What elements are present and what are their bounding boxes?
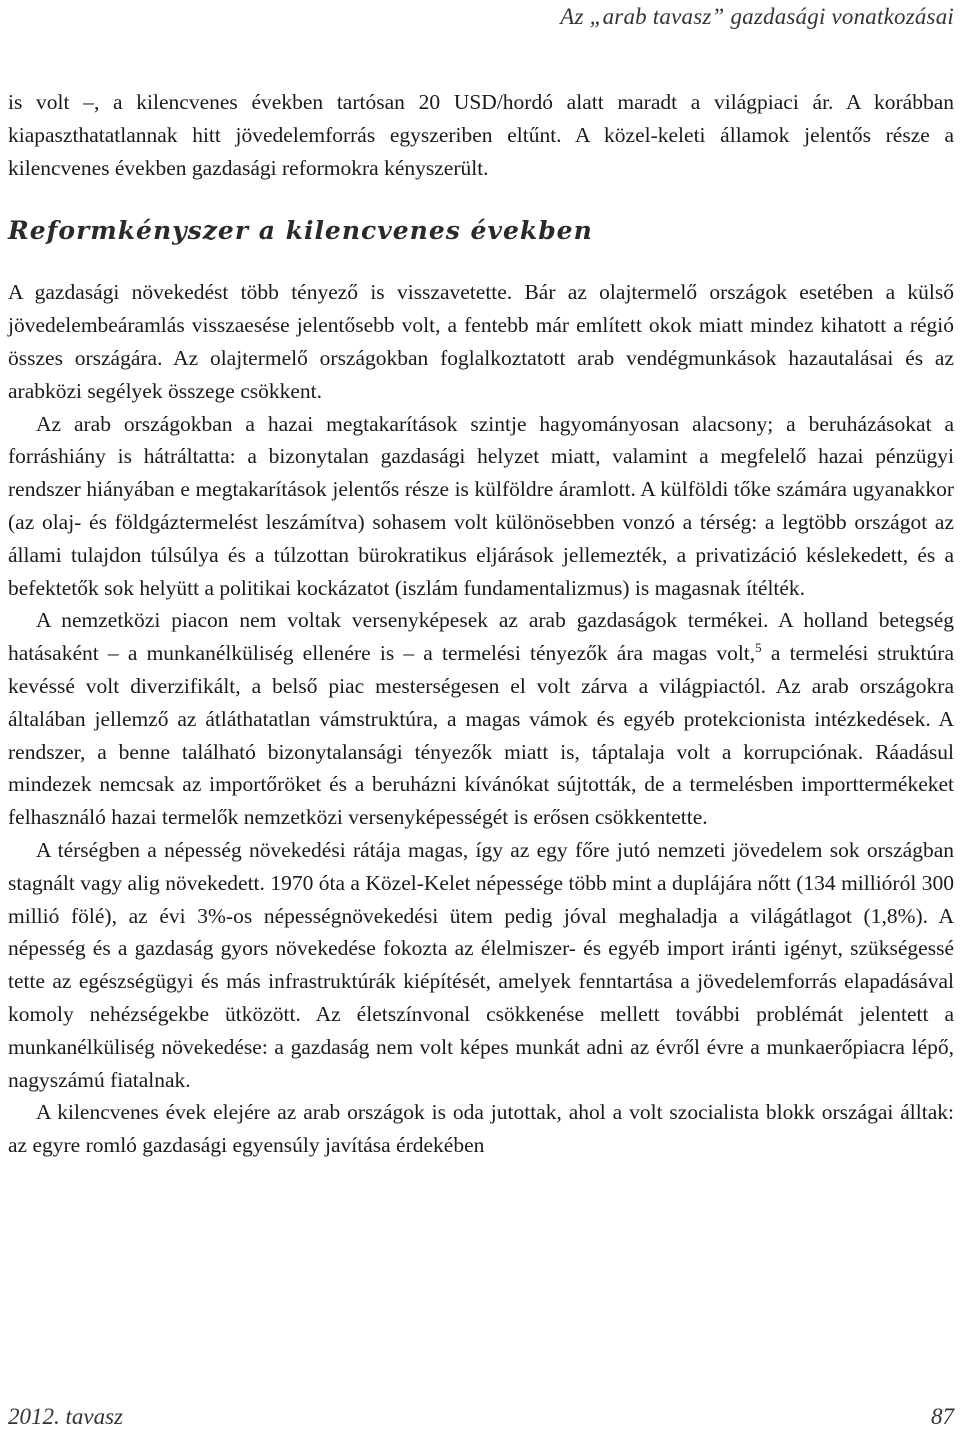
section-heading: Reformkényszer a kilencvenes években bbox=[8, 216, 593, 246]
paragraph-5: A kilencvenes évek elejére az arab országok is oda jutottak, ahol a volt szocialista blokk országai álltak: az egyre romló gazdasági egyensúly javítása érdekében bbox=[8, 1100, 954, 1158]
paragraph-3-part-1: A nemzetközi piacon nem voltak versenyképesek az arab gazdaságok termékei. A holland betegség hatásaként – a munkanélküliség ellenére is – a termelési tényezők ára magas volt, bbox=[8, 608, 954, 666]
page-number: 87 bbox=[931, 1404, 954, 1429]
running-header-title: Az „arab tavasz” gazdasági vonatkozásai bbox=[560, 4, 954, 29]
article-body bbox=[8, 86, 954, 1162]
paragraph-3-part-2: a termelési struktúra kevéssé volt diverzifikált, a belső piac mesterségesen el volt zárva a világpiactól. Az arab országokra általában jellemző az átláthatatlan vámstruktúra, a magas vámok és egyéb protekcionista intézkedések. A rendszer, a benne található bizonytalansági tényezők miatt is, táptalaja volt a korrupciónak. Ráadásul mindezek nemcsak az importőröket és a beruházni kívánókat sújtották, de a termelésben importtermékeket felhasználó hazai termelők nemzetközi versenyképességét is erősen csökkentette. bbox=[8, 641, 954, 830]
issue-label: 2012. tavasz bbox=[8, 1404, 123, 1429]
intro-paragraph: is volt –, a kilencvenes években tartósan 20 USD/hordó alatt maradt a világpiaci ár. A korábban kiapaszthatatlannak hitt jövedelemforrás egyszeriben eltűnt. A közel-keleti államok jelentős része a kilencvenes években gazdasági reformokra kényszerült. bbox=[8, 90, 954, 180]
footnote-marker: 5 bbox=[755, 640, 762, 655]
paragraph-3 bbox=[8, 604, 954, 834]
paragraph-1: A gazdasági növekedést több tényező is visszavetette. Bár az olajtermelő országok esetében a külső jövedelembeáramlás visszaesése jelentősebb volt, a fentebb már említett okok miatt mindez kihatott a régió összes országára. Az olajtermelő országokban foglalkoztatott arab vendégmunkások hazautalásai és az arabközi segélyek összege csökkent. bbox=[8, 280, 954, 403]
paragraph-2: Az arab országokban a hazai megtakarítások szintje hagyományosan alacsony; a beruházásokat a forráshiány is hátráltatta: a bizonytalan gazdasági helyzet miatt, valamint a megfelelő hazai pénzügyi rendszer hiányában e megtakarítások jelentős része is külföldre áramlott. A külföldi tőke számára ugyanakkor (az olaj- és földgáztermelést leszámítva) sohasem volt különösebben vonzó a térség: a legtöbb országot az állami tulajdon túlsúlya és a túlzottan bürokratikus eljárások jellemezték, a privatizáció késlekedett, és a befektetők sok helyütt a politikai kockázatot (iszlám fundamentalizmus) is magasnak ítélték. bbox=[8, 411, 954, 600]
paragraph-4: A térségben a népesség növekedési rátája magas, így az egy főre jutó nemzeti jövedelem sok országban stagnált vagy alig növekedett. 1970 óta a Közel-Kelet népessége több mint a duplájára nőtt (134 millióról 300 millió fölé), az évi 3%-os népességnövekedési ütem pedig jóval meghaladja a világátlagot (1,8%). A népesség és a gazdaság gyors növekedése fokozta az élelmiszer- és egyéb import iránti igényt, szükségessé tette az egészségügyi és más infrastruktúrák kiépítését, amelyek fenntartása a jövedelemforrás elapadásával komoly nehézségekbe ütközött. Az életszínvonal csökkenése mellett további problémát jelentett a munkanélküliség növekedése: a gazdaság nem volt képes munkát adni az évről évre a munkaerőpiacra lépő, nagyszámú fiatalnak. bbox=[8, 837, 954, 1092]
